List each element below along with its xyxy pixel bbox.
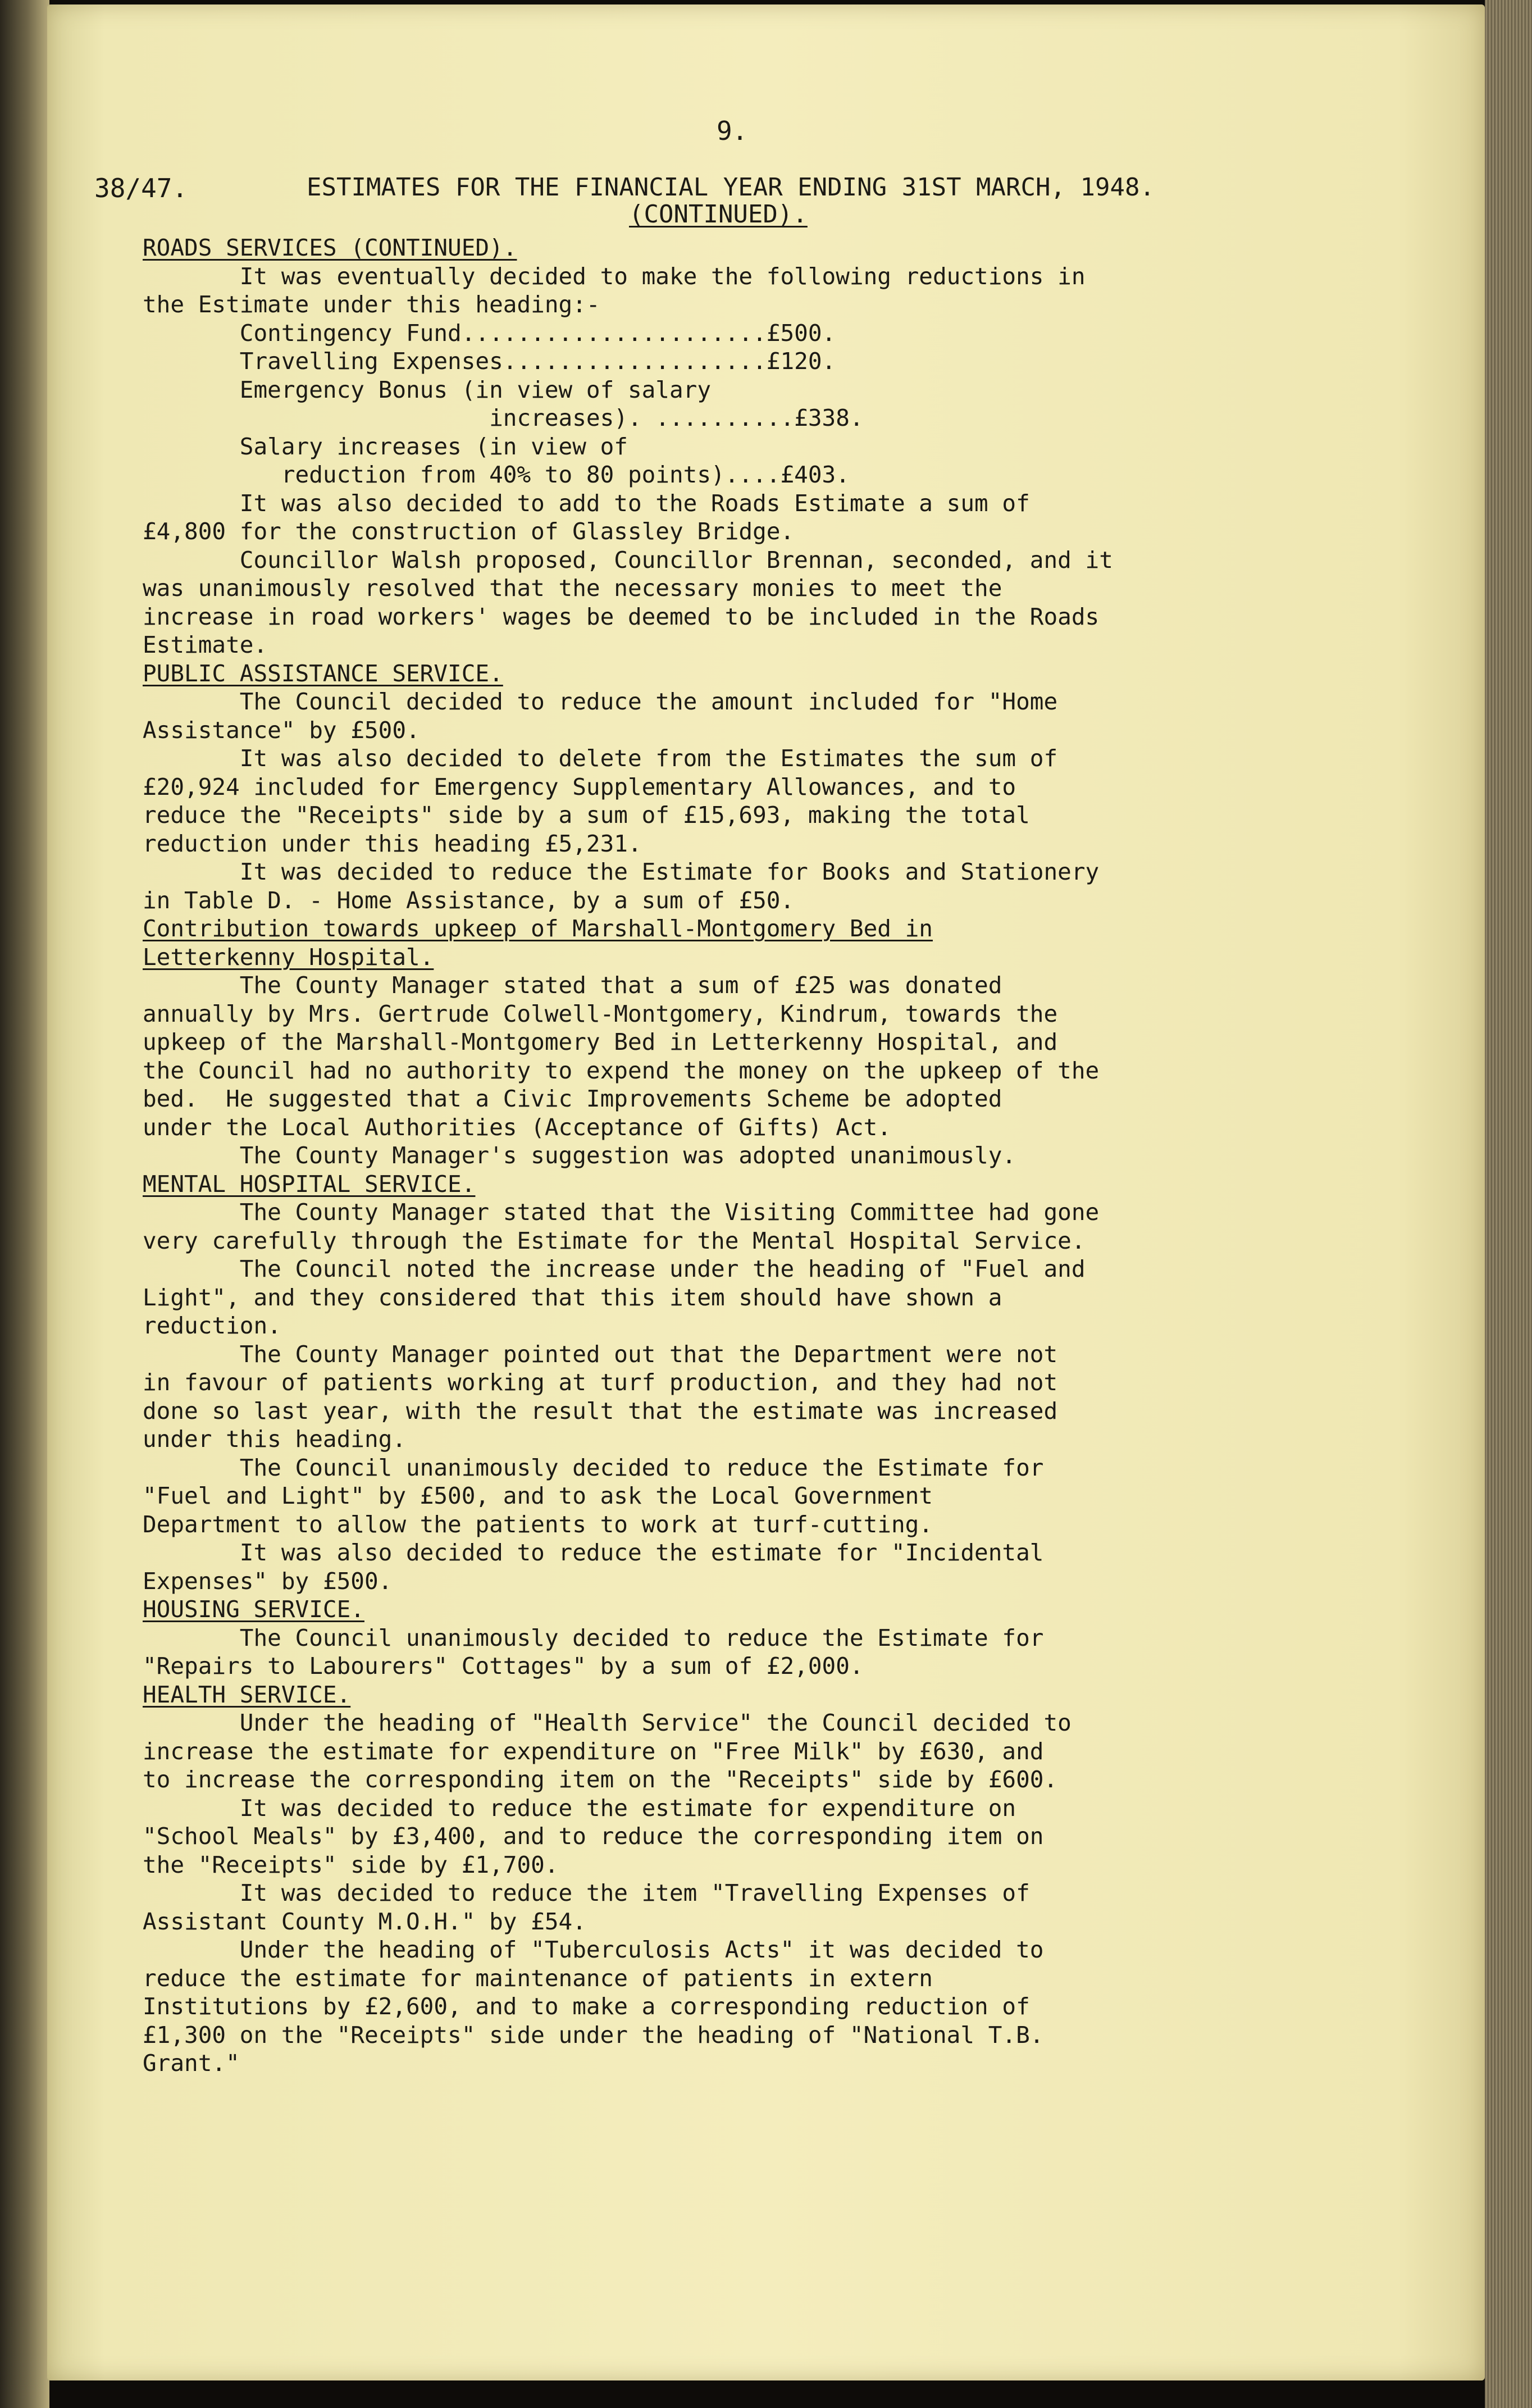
text-line: "Fuel and Light" by £500, and to ask the Local Government <box>143 1482 933 1509</box>
text-line: The Council noted the increase under the heading of "Fuel and <box>143 1255 1086 1282</box>
text-line: the Estimate under this heading:- <box>143 291 600 318</box>
text-line: Department to allow the patients to work at turf-cutting. <box>143 1510 933 1538</box>
text-line: £20,924 included for Emergency Supplementary Allowances, and to <box>143 773 1016 800</box>
text-line: Councillor Walsh proposed, Councillor Brennan, seconded, and it <box>143 546 1113 573</box>
text-line: Light", and they considered that this item should have shown a <box>143 1283 1002 1311</box>
text-line: to increase the corresponding item on the "Receipts" side by £600. <box>143 1766 1058 1793</box>
text-line: the "Receipts" side by £1,700. <box>143 1851 559 1878</box>
text-line: in favour of patients working at turf production, and they had not <box>143 1369 1058 1396</box>
text-line: It was also decided to reduce the estimate for "Incidental <box>143 1539 1044 1566</box>
section-heading: HOUSING SERVICE. <box>143 1596 364 1623</box>
right-page-edges <box>1485 0 1532 2408</box>
text-line: Estimate. <box>143 631 268 658</box>
document-page <box>47 4 1485 2380</box>
text-line: upkeep of the Marshall-Montgomery Bed in Letterkenny Hospital, and <box>143 1028 1058 1055</box>
text-line: The County Manager pointed out that the Department were not <box>143 1340 1058 1368</box>
resolution-number: 38/47. <box>94 173 188 203</box>
text-line: It was decided to reduce the estimate for expenditure on <box>143 1794 1016 1822</box>
text-line: reduction from 40% to 80 points)....£403. <box>143 461 850 488</box>
text-line: done so last year, with the result that the estimate was increased <box>143 1397 1058 1424</box>
text-line: Travelling Expenses...................£120. <box>143 348 836 375</box>
text-line: It was decided to reduce the Estimate for Books and Stationery <box>143 858 1100 885</box>
text-line: the Council had no authority to expend the money on the upkeep of the <box>143 1057 1100 1084</box>
section-heading: Letterkenny Hospital. <box>143 943 434 971</box>
document-title: ESTIMATES FOR THE FINANCIAL YEAR ENDING 31ST MARCH, 1948. <box>307 173 1155 202</box>
text-line: The Council unanimously decided to reduce the Estimate for <box>143 1454 1044 1481</box>
text-line: under the Local Authorities (Acceptance of Gifts) Act. <box>143 1113 891 1141</box>
text-line: reduce the estimate for maintenance of patients in extern <box>143 1964 933 1992</box>
text-line: £4,800 for the construction of Glassley Bridge. <box>143 518 795 545</box>
text-line: reduce the "Receipts" side by a sum of £15,693, making the total <box>143 802 1030 829</box>
text-line: in Table D. - Home Assistance, by a sum of £50. <box>143 886 795 914</box>
text-line: Expenses" by £500. <box>143 1567 393 1595</box>
text-line: reduction under this heading £5,231. <box>143 830 642 857</box>
text-line: annually by Mrs. Gertrude Colwell-Montgomery, Kindrum, towards the <box>143 1000 1058 1027</box>
page-number: 9. <box>717 116 748 146</box>
left-page-edge <box>0 0 49 2408</box>
text-line: It was decided to reduce the item "Travelling Expenses of <box>143 1879 1030 1906</box>
section-heading: HEALTH SERVICE. <box>143 1681 351 1708</box>
text-line: "Repairs to Labourers" Cottages" by a sum of £2,000. <box>143 1653 864 1679</box>
text-line: bed. He suggested that a Civic Improvements Scheme be adopted <box>143 1085 1002 1112</box>
text-line: increase the estimate for expenditure on "Free Milk" by £630, and <box>143 1737 1044 1765</box>
text-line: increases). ..........£338. <box>143 404 864 431</box>
text-line: The Council decided to reduce the amount included for "Home <box>143 688 1058 715</box>
text-line: It was eventually decided to make the following reductions in <box>143 262 1086 290</box>
section-heading: ROADS SERVICES (CONTINUED). <box>143 234 517 261</box>
text-line: "School Meals" by £3,400, and to reduce the corresponding item on <box>143 1823 1044 1850</box>
text-line: increase in road workers' wages be deemed to be included in the Roads <box>143 603 1100 630</box>
text-line: Contingency Fund......................£500. <box>143 319 836 347</box>
text-line: It was also decided to add to the Roads Estimate a sum of <box>143 489 1030 517</box>
text-line: Assistance" by £500. <box>143 716 420 744</box>
text-line: The Council unanimously decided to reduce the Estimate for <box>143 1624 1044 1651</box>
section-heading: PUBLIC ASSISTANCE SERVICE. <box>143 659 503 687</box>
text-line: Salary increases (in view of <box>143 433 628 460</box>
text-line: It was also decided to delete from the Estimates the sum of <box>143 745 1058 772</box>
document-title-continued: (CONTINUED). <box>629 200 808 229</box>
text-line: under this heading. <box>143 1426 406 1453</box>
text-line: reduction. <box>143 1312 281 1339</box>
text-line: £1,300 on the "Receipts" side under the heading of "National T.B. <box>143 2021 1044 2049</box>
text-line: Assistant County M.O.H." by £54. <box>143 1908 586 1935</box>
text-line: Institutions by £2,600, and to make a corresponding reduction of <box>143 1993 1030 2020</box>
text-line: Under the heading of "Tuberculosis Acts" it was decided to <box>143 1936 1044 1963</box>
text-line: very carefully through the Estimate for the Mental Hospital Service. <box>143 1227 1086 1254</box>
section-heading: MENTAL HOSPITAL SERVICE. <box>143 1170 476 1198</box>
text-line: The County Manager stated that the Visiting Committee had gone <box>143 1199 1100 1226</box>
text-line: was unanimously resolved that the necessary monies to meet the <box>143 575 1002 602</box>
text-line: The County Manager's suggestion was adopted unanimously. <box>143 1142 1016 1169</box>
text-line: The County Manager stated that a sum of £25 was donated <box>143 972 1002 999</box>
text-line: Grant." <box>143 2050 240 2077</box>
section-heading: Contribution towards upkeep of Marshall-Montgomery Bed in <box>143 915 933 942</box>
text-line: Under the heading of "Health Service" the Council decided to <box>143 1709 1072 1736</box>
text-line: Emergency Bonus (in view of salary <box>143 376 712 403</box>
